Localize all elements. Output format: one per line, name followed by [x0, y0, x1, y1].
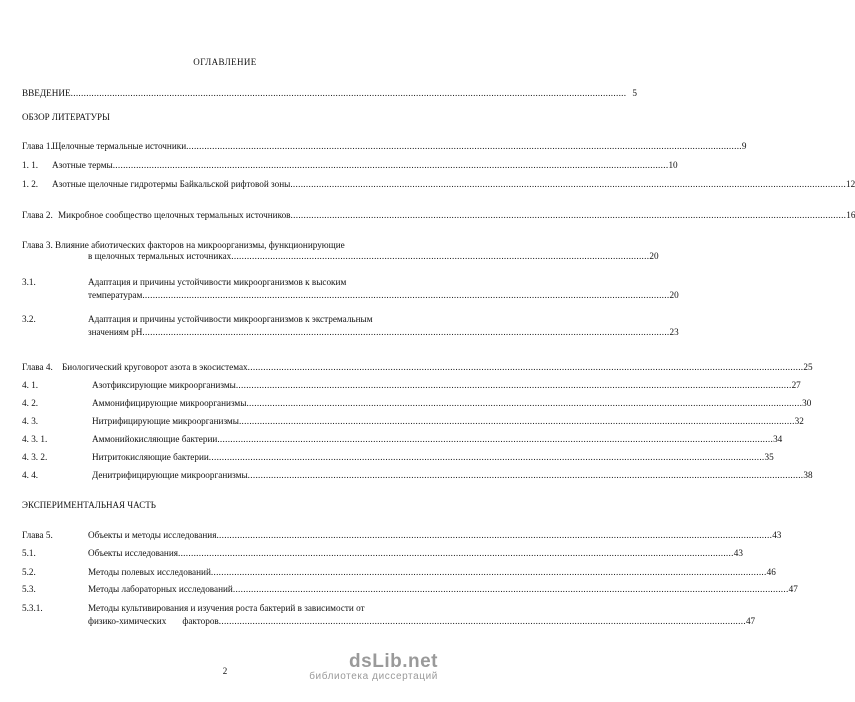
toc-row[interactable]	[22, 380, 801, 394]
toc-row-page: 20	[669, 290, 679, 300]
toc-row[interactable]	[22, 584, 798, 598]
toc-row-num: 3.2.	[22, 314, 36, 324]
page-number: 2	[222, 666, 228, 676]
toc-row-intro[interactable]	[22, 88, 637, 102]
toc-row-page: 32	[794, 416, 804, 426]
toc-leader-dots	[233, 584, 789, 594]
toc-row[interactable]	[22, 160, 678, 174]
toc-row-text: ВВЕДЕНИЕ	[22, 88, 71, 98]
toc-row[interactable]	[22, 452, 774, 466]
toc-row-num: 4. 4.	[22, 470, 39, 480]
toc-row[interactable]	[22, 567, 776, 581]
toc-row-text: Азотные щелочные гидротермы Байкальской рифтовой зоны	[52, 179, 291, 189]
toc-leader-dots	[142, 327, 669, 337]
toc-leader-dots	[290, 179, 846, 189]
toc-leader-dots	[239, 416, 795, 426]
toc-leader-dots	[248, 362, 804, 372]
toc-row[interactable]	[22, 530, 782, 544]
toc-row-num: 4. 1.	[22, 380, 39, 390]
toc-leader-dots	[248, 470, 804, 480]
toc-row-chapter3[interactable]	[22, 240, 659, 266]
toc-leader-dots	[291, 210, 847, 220]
toc-row-text-cont: в щелочных термальных источниках	[88, 251, 232, 261]
toc-row-page: 43	[733, 548, 743, 558]
toc-row[interactable]	[22, 416, 804, 430]
toc-row-num: Глава 2.	[22, 210, 53, 220]
toc-row[interactable]	[22, 434, 783, 448]
toc-leader-dots	[209, 452, 765, 462]
toc-row-text: Методы лабораторных исследований	[88, 584, 233, 594]
toc-row-text: Адаптация и причины устойчивости микроорганизмов к высоким	[88, 277, 347, 287]
toc-row-text-cont: значениям рН	[88, 327, 143, 337]
toc-leader-dots	[142, 290, 669, 300]
toc-row-num: Глава 1.	[22, 141, 53, 151]
toc-leader-dots	[186, 141, 742, 151]
toc-row-num: 5.3.1.	[22, 603, 43, 613]
toc-row[interactable]	[22, 179, 855, 193]
toc-row-text-cont: физико-химических факторов	[88, 616, 219, 626]
toc-row-text: Нитритокисляющие бактерии	[92, 452, 209, 462]
toc-leader-dots	[231, 251, 649, 261]
toc-row-text: Объекты исследования	[88, 548, 178, 558]
toc-row-num: Глава 5.	[22, 530, 53, 540]
toc-row-num: 1. 2.	[22, 179, 39, 189]
toc-row-text: Глава 3. Влияние абиотических факторов на микроорганизмы, функционирующие	[22, 240, 345, 250]
watermark-brand: dsLib.net	[349, 651, 438, 672]
toc-row-text: Азотные термы	[52, 160, 113, 170]
toc-row-text: Адаптация и причины устойчивости микроорганизмов к экстремальным	[88, 314, 373, 324]
toc-row-page: 35	[764, 452, 774, 462]
toc-row-text: Аммонифицирующие микроорганизмы	[92, 398, 247, 408]
toc-leader-dots	[178, 548, 734, 558]
toc-row-page: 27	[791, 380, 801, 390]
toc-row-page: 30	[802, 398, 812, 408]
toc-row-text: Нитрифицирующие микроорганизмы	[92, 416, 239, 426]
toc-row-text: Методы полевых исследований	[88, 567, 211, 577]
toc-row[interactable]	[22, 210, 855, 224]
toc-row[interactable]	[22, 548, 743, 562]
section-heading-literature: ОБЗОР ЛИТЕРАТУРЫ	[22, 112, 110, 122]
toc-row-text: Азотфиксирующие микроорганизмы	[92, 380, 236, 390]
toc-title: ОГЛАВЛЕНИЕ	[193, 57, 257, 67]
toc-row-num: 4. 3. 2.	[22, 452, 48, 462]
toc-row-num: 1. 1.	[22, 160, 39, 170]
toc-row-wrapped[interactable]	[22, 603, 756, 630]
toc-row[interactable]	[22, 362, 813, 376]
section-heading-experimental: ЭКСПЕРИМЕНТАЛЬНАЯ ЧАСТЬ	[22, 500, 156, 510]
toc-row-text: Аммонийокисляющие бактерии	[92, 434, 218, 444]
watermark-tagline: библиотека диссертаций	[309, 671, 438, 682]
toc-row-page: 25	[803, 362, 813, 372]
toc-row-page: 10	[668, 160, 678, 170]
toc-row-num: 5.1.	[22, 548, 36, 558]
toc-leader-dots	[236, 380, 792, 390]
toc-row-text: Микробное сообщество щелочных термальных источников	[58, 210, 291, 220]
toc-leader-dots	[211, 567, 767, 577]
toc-row-text: Биологический круговорот азота в экосистемах	[62, 362, 248, 372]
toc-row-page: 38	[803, 470, 813, 480]
toc-row-num: 5.2.	[22, 567, 36, 577]
toc-row-page: 16	[846, 210, 855, 220]
toc-row-num: 4. 3.	[22, 416, 39, 426]
toc-row-num: Глава 4.	[22, 362, 53, 372]
toc-row-page: 34	[773, 434, 783, 444]
toc-row-page: 20	[649, 251, 659, 261]
toc-row-num: 4. 2.	[22, 398, 39, 408]
toc-row-page: 9	[741, 141, 747, 151]
toc-leader-dots	[113, 160, 669, 170]
toc-row[interactable]	[22, 470, 813, 484]
toc-row-page: 47	[788, 584, 798, 594]
toc-row-page: 43	[772, 530, 782, 540]
toc-leader-dots	[71, 88, 627, 98]
toc-row[interactable]	[22, 398, 812, 412]
watermark-logo	[309, 651, 438, 682]
toc-row-num: 3.1.	[22, 277, 36, 287]
toc-row-wrapped[interactable]	[22, 277, 679, 304]
toc-row-text: Методы культивирования и изучения роста бактерий в зависимости от	[88, 603, 365, 613]
toc-row-page: 47	[745, 616, 756, 626]
toc-row-num: 4. 3. 1.	[22, 434, 48, 444]
toc-row[interactable]	[22, 141, 747, 155]
toc-row-page: 12	[846, 179, 855, 189]
toc-leader-dots	[219, 616, 746, 626]
toc-row-text: Денитрифицирующие микроорганизмы	[92, 470, 248, 480]
toc-leader-dots	[217, 434, 773, 444]
toc-row-text: Объекты и методы исследования	[88, 530, 217, 540]
toc-row-page: 23	[669, 327, 679, 337]
toc-row-text: Щелочные термальные источники	[52, 141, 187, 151]
toc-row-page: 5	[632, 88, 637, 98]
toc-row-num: 5.3.	[22, 584, 36, 594]
toc-row-page: 46	[766, 567, 776, 577]
toc-leader-dots	[216, 530, 772, 540]
toc-row-text-cont: температурам	[88, 290, 143, 300]
toc-row-wrapped[interactable]	[22, 314, 679, 341]
toc-leader-dots	[246, 398, 802, 408]
